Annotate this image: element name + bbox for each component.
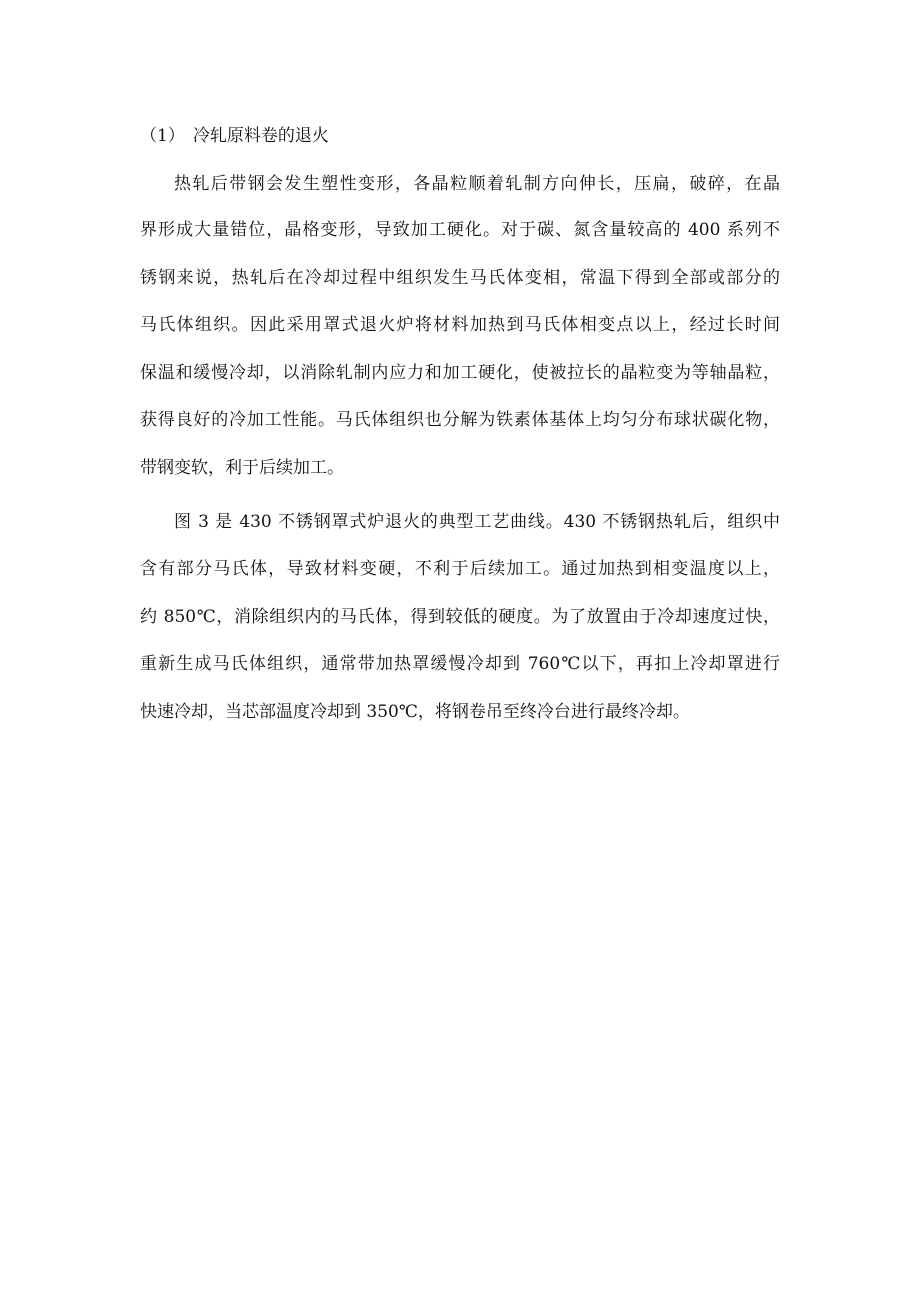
paragraph-1-line-3: 锈钢来说，热轧后在冷却过程中组织发生马氏体变相，常温下得到全部或部分的: [140, 268, 780, 288]
paragraph-2-line-2: 含有部分马氏体，导致材料变硬，不利于后续加工。通过加热到相变温度以上，: [140, 559, 780, 579]
section-number: （1）: [140, 126, 185, 146]
paragraph-1-line-7: 带钢变软，利于后续加工。: [140, 458, 344, 478]
paragraph-2-line-3: 约 850℃，消除组织内的马氏体，得到较低的硬度。为了放置由于冷却速度过快，: [140, 607, 780, 627]
paragraph-1-line-5: 保温和缓慢冷却，以消除轧制内应力和加工硬化，使被拉长的晶粒变为等轴晶粒，: [140, 363, 780, 383]
paragraph-2-line-5: 快速冷却，当芯部温度冷却到 350℃，将钢卷吊至终冷台进行最终冷却。: [140, 702, 690, 722]
paragraph-1-line-4: 马氏体组织。因此采用罩式退火炉将材料加热到马氏体相变点以上，经过长时间: [140, 315, 780, 335]
paragraph-1-line-1: 热轧后带钢会发生塑性变形，各晶粒顺着轧制方向伸长，压扁，破碎，在晶: [174, 174, 780, 194]
paragraph-2-line-4: 重新生成马氏体组织，通常带加热罩缓慢冷却到 760℃以下，再扣上冷却罩进行: [140, 654, 780, 674]
section-heading: [140, 124, 329, 148]
paragraph-2-line-1: 图 3 是 430 不锈钢罩式炉退火的典型工艺曲线。430 不锈钢热轧后，组织中: [174, 512, 780, 532]
paragraph-1-line-6: 获得良好的冷加工性能。马氏体组织也分解为铁素体基体上均匀分布球状碳化物，: [140, 410, 780, 430]
section-title: 冷轧原料卷的退火: [192, 126, 329, 146]
paragraph-1-line-2: 界形成大量错位，晶格变形，导致加工硬化。对于碳、氮含量较高的 400 系列不: [140, 220, 780, 240]
